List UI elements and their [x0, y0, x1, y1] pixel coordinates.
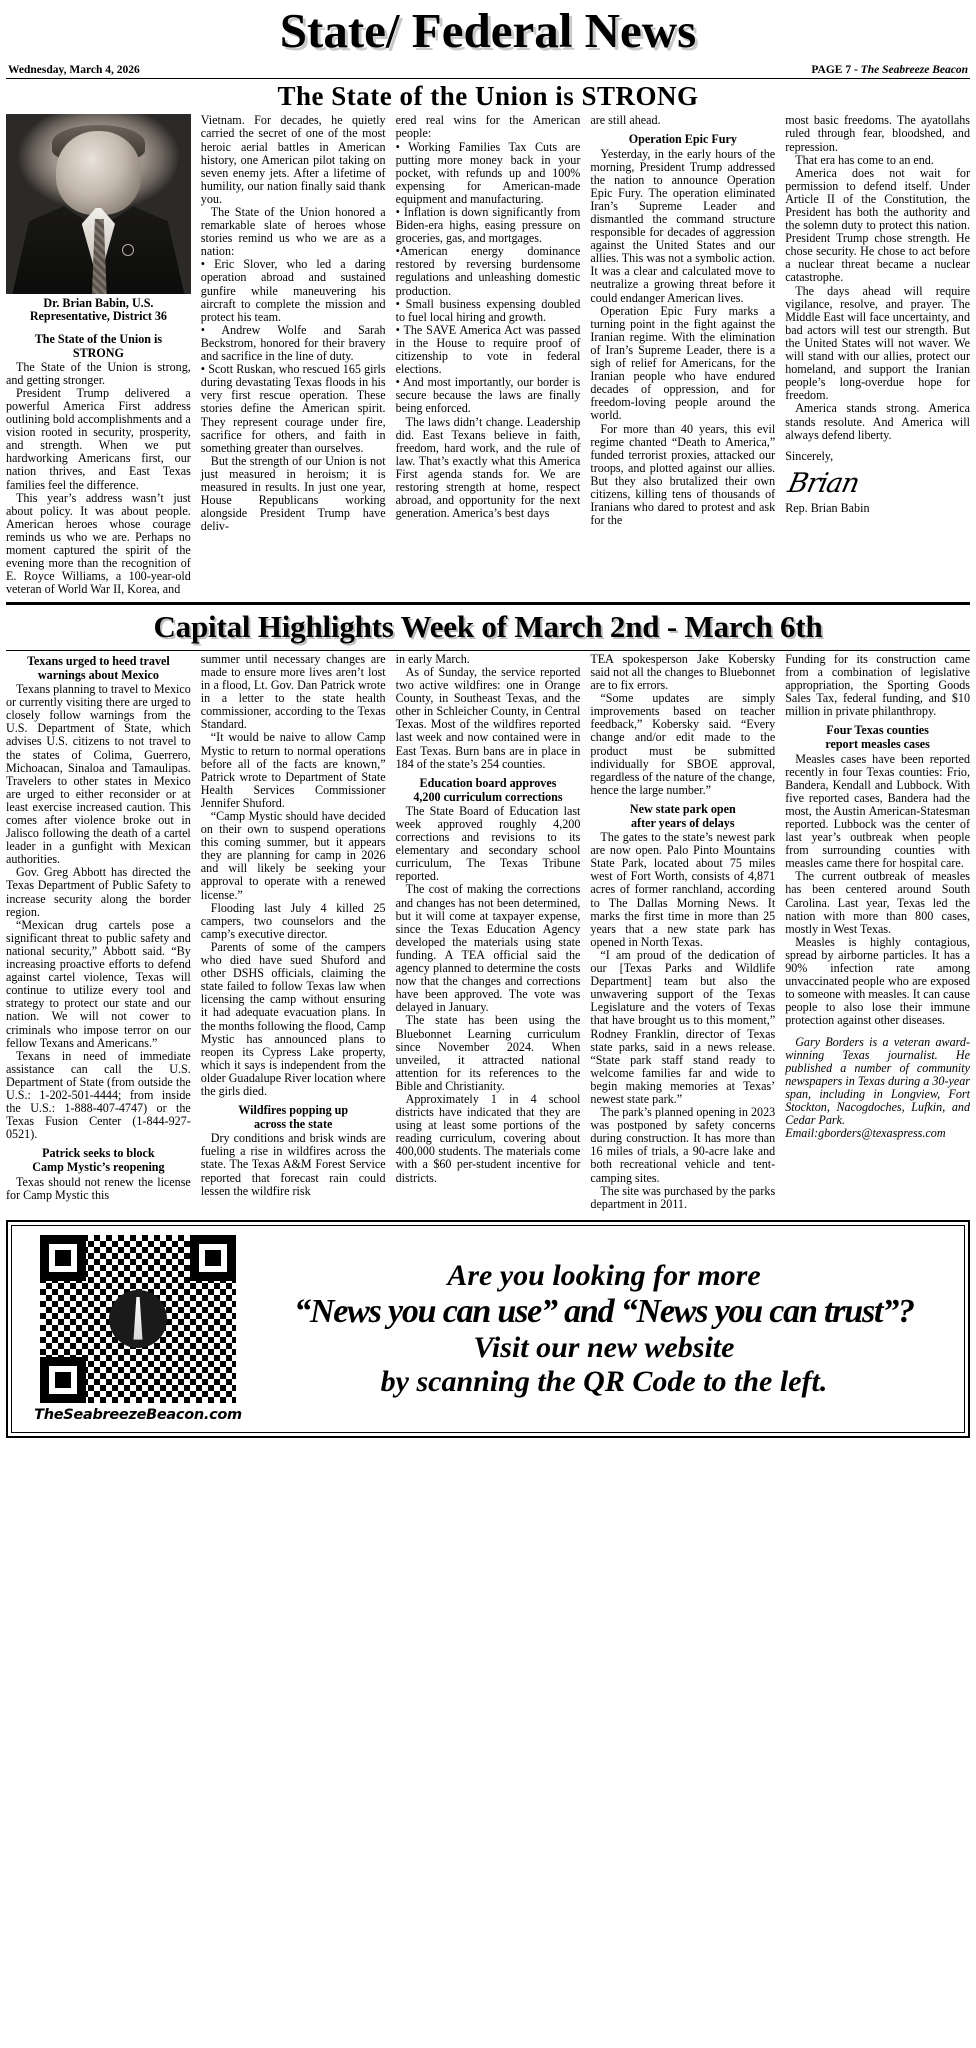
feature-column-4 [590, 114, 775, 596]
feature-paragraph: Yesterday, in the early hours of the morning, President Trump addressed the nation to announce Operation Epic Fury. The operation eliminated Iran’s Supreme Leader and dismantled the command structure responsible for decades of aggression against the United States and our allies. This was not a symbolic action. It was a clear and calculated move to neutralize a growing threat before it could endanger American lives. [590, 146, 776, 305]
feature-paragraph: most basic freedoms. The ayatollahs ruled through fear, bloodshed, and repression. [785, 113, 970, 154]
story-paragraph: Funding for its construction came from a combination of legislative appropriation, the Sporting Goods Sales Tax, federal funding, and $10 million in private philanthropy. [785, 651, 970, 719]
ad-line-4: by scanning the QR Code to the left. [380, 1364, 828, 1398]
feature-paragraph: President Trump delivered a powerful America First address outlining bold accomplishments and a vision rooted in security, prosperity, and strength. When we put hardworking Americans first, our nation thrives, and East Texas families feel the difference. [6, 385, 191, 492]
feature-paragraph: are still ahead. [590, 113, 661, 128]
advertisement-copy [254, 1259, 954, 1399]
feature-paragraph: But the strength of our Union is not just measured in heroism; it is measured in results. In just one year, House Republicans working alongside President Trump have deliv- [200, 453, 386, 534]
story-paragraph: “I am proud of the dedication of our [Texas Parks and Wildlife Department] team but also the unwavering support of the Texas Legislature and the voters of Texas that have brought us to this moment,” Rodney Franklin, director of Texas state parks, said in a news release. “State park staff stand ready to welcome families far and wide to begin making memories at Texas’ newest state park.” [590, 947, 776, 1106]
advertisement-inner [11, 1225, 965, 1433]
photo-caption-line-1: Dr. Brian Babin, U.S. [43, 296, 154, 311]
author-email[interactable]: Email:gborders@texaspress.com [785, 1126, 946, 1141]
story-headline-line-2: report measles cases [825, 737, 930, 752]
story-paragraph: Dry conditions and brisk winds are fueling a rise in wildfires across the state. The Texas A&M Forest Service reported that forecast rain could lessen the wildfire risk [200, 1131, 386, 1198]
story-paragraph: The gates to the state’s newest park are now open. Palo Pinto Mountains State Park, located about 75 miles west of Fort Worth, consists of 4,871 acres of former ranchland, according to The Dallas Morning News. It marks the first time in more than 25 years that a new state park has opened in North Texas. [590, 830, 776, 949]
feature-paragraph: Operation Epic Fury marks a turning point in the fight against the Iranian regime. With the elimination of Iran’s Supreme Leader, there is a sigh of relief for Americans, for the Iranian people who have endured decades of oppression, and for freedom-loving people around the world. [590, 303, 776, 423]
feature-bullet-paragraph: • Eric Slover, who led a daring operation abroad and sustained gunfire while maneuvering his aircraft to complete the mission and protect his team. [200, 257, 386, 324]
story-paragraph: Flooding last July 4 killed 25 campers, two counselors and the camp’s executive director. [200, 900, 386, 941]
website-url-label[interactable]: TheSeabreezeBeacon.com [34, 1406, 242, 1423]
feature-paragraph: America does not wait for permission to defend itself. Under Article II of the Constitution, the President has both the authority and the solemn duty to protect this nation. President Trump chose strength. He chose security. He chose to act before a nuclear threat became a nuclear catastrophe. [785, 165, 970, 285]
capital-highlights-columns [6, 653, 970, 1211]
feature-paragraph: For more than 40 years, this evil regime chanted “Death to America,” funded terrorist proxies, attacked our troops, and plotted against our allies. But they also brutalized their own citizens, killing tens of thousands of Iranians who dared to protest and ask for the [590, 421, 776, 528]
capital-highlights-headline: Capital Highlights Week of March 2nd - March 6th [153, 609, 823, 645]
feature-paragraph: The days ahead will require vigilance, resolve, and prayer. The Middle East will face uncertainty, and bad actors will test our strength. But the United States will not waver. We will stand with our allies, protect our homeland, and support the Iranian people’s long-overdue hope for freedom. [785, 283, 970, 403]
story-paragraph: in early March. [395, 651, 470, 666]
story-paragraph: Texans in need of immediate assistance can call the U.S. Department of State (from outside the U.S.: 1-202-501-4444; from inside the U.S.: 1-888-407-4747) or the Texas Fusion Center (1-844-927-0521). [6, 1048, 191, 1142]
story-paragraph: “Camp Mystic should have decided on their own to suspend operations this coming summer, but it appears they are planning for camp in 2026 and will likely be seeking your approval to operate with a renewed license.” [200, 809, 386, 902]
feature-bullet-paragraph: • Inflation is down significantly from Biden-era highs, easing pressure on groceries, gas, and mortgages. [395, 205, 581, 246]
feature-paragraph: The State of the Union honored a remarkable slate of heroes whose stories remind us who we are as a nation: [200, 205, 386, 259]
ad-line-2: “News you can use” and “News you can trust”? [294, 1292, 914, 1330]
portrait-face [56, 131, 141, 216]
story-paragraph: As of Sunday, the service reported two active wildfires: one in Orange County, in Southeast Texas, and the other in Schleicher County, in Central Texas. Most of the wildfires reported last week and now contained were in East Texas. Burn bans are in place in 184 of the state’s 254 counties. [395, 664, 581, 771]
feature-paragraph: The State of the Union is strong, and getting stronger. [6, 359, 191, 387]
story-paragraph: The site was purchased by the parks department in 2011. [590, 1183, 776, 1211]
capital-column-2 [201, 653, 386, 1211]
feature-bullet-paragraph: • Working Families Tax Cuts are putting more money back in your pocket, with refunds up and 100% expensing for American-made equipment and manufacturing. [395, 139, 581, 206]
story-paragraph: The state has been using the Bluebonnet Learning curriculum since November 2024. When unveiled, it attracted national attention for its references to the Bible and Christianity. [395, 1013, 581, 1093]
feature-bullet-paragraph: • The SAVE America Act was passed in the House to require proof of citizenship to vote in federal elections. [395, 322, 581, 377]
story-headline-line-1: Four Texas counties [826, 723, 929, 738]
signature-name: Rep. Brian Babin [785, 500, 870, 515]
publication-date: Wednesday, March 4, 2026 [8, 64, 140, 76]
ad-line-3: Visit our new website [473, 1331, 735, 1365]
story-paragraph: “Some updates are simply improvements based on teacher feedback,” Kobersky said. “Every change and/or edit made to the product must be submitted individually for SBOE approval, regardless of the nature of the change, hence the large number.” [590, 691, 776, 797]
qr-finder-bottom-left-icon [40, 1357, 86, 1403]
story-paragraph: Texas should not renew the license for Camp Mystic this [6, 1174, 191, 1202]
story-headline-line-2: across the state [254, 1117, 333, 1132]
story-paragraph: Approximately 1 in 4 school districts have indicated that they are using at least some portions of the reading curriculum, covering about 400,000 students. The materials come with a $60 per-student incentive for districts. [395, 1091, 581, 1185]
feature-columns [6, 114, 970, 596]
paper-name: The Seabreeze Beacon [860, 64, 968, 76]
feature-headline: The State of the Union is STRONG [277, 81, 699, 111]
story-paragraph: The cost of making the corrections and changes has not been determined, but it will come at taxpayer expense, since the Texas Education Agency developed the materials using state funding. A TEA official said the agency planned to determine the costs now that the changes and corrections have been approved. The vote was delayed in January. [395, 882, 581, 1015]
story-paragraph: Gov. Greg Abbott has directed the Texas Department of Public Safety to increase security along the border region. [6, 865, 191, 919]
story-paragraph: “Mexican drug cartels pose a significant threat to public safety and national security,” Abbott said. “By increasing proactive efforts to defend against cartel violence, Texas will continue to utilize every tool and strategy to protect our state and our nation. We will not cower to criminals who impose terror on our fellow Texans and Americans.” [6, 917, 191, 1050]
advertisement-banner[interactable] [6, 1220, 970, 1438]
story-paragraph: Measles cases have been reported recently in four Texas counties: Frio, Bandera, Kendall and Lubbock. With five reported cases, Bandera had the most, the Austin American-Statesman reported. Lubbock was the center of last year’s outbreak when people from surrounding counties with measles came there for hospital care. [785, 751, 970, 871]
story-paragraph: Measles is highly contagious, spread by airborne particles. It has a 90% infection rate among unvaccinated people who are exposed to someone with measles. It can cause people to also lose their immune protection against other diseases. [785, 934, 970, 1028]
story-headline-line-1: New state park open [629, 801, 736, 816]
story-paragraph: TEA spokesperson Jake Kobersky said not all the changes to Bluebonnet are to fix errors. [590, 651, 776, 693]
story-headline-line-1: Education board approves [419, 775, 557, 790]
page-number-label: PAGE 7 - [811, 64, 861, 76]
feature-bullet-paragraph: • Andrew Wolfe and Sarah Beckstrom, honored for their bravery and sacrifice in the line of duty. [200, 322, 386, 364]
qr-code-icon[interactable] [40, 1235, 236, 1403]
story-paragraph: The park’s planned opening in 2023 was postponed by safety concerns during construction. It has more than 16 miles of trials, a 90-acre lake and both recreational vehicle and tent-camping sites. [590, 1105, 776, 1185]
feature-subhead-line-1: The State of the Union is [34, 331, 163, 346]
feature-column-5 [785, 114, 970, 596]
feature-paragraph: ered real wins for the American people: [395, 113, 581, 141]
story-headline-line-1: Wildfires popping up [238, 1103, 349, 1118]
ad-line-1: Are you looking for more [447, 1258, 761, 1292]
feature-paragraph: America stands strong. America stands resolute. And America will always defend liberty. [785, 401, 970, 442]
story-headline-line-1: Texans urged to heed travel [27, 653, 170, 668]
feature-paragraph: That era has come to an end. [795, 152, 934, 167]
operation-epic-fury-subhead: Operation Epic Fury [628, 132, 737, 147]
photo-caption-line-2: Representative, District 36 [29, 309, 167, 324]
lighthouse-logo-icon [109, 1290, 167, 1348]
story-headline-line-2: Camp Mystic’s reopening [32, 1160, 165, 1175]
feature-column-1 [6, 114, 191, 596]
story-paragraph: summer until necessary changes are made to ensure more lives aren’t lost in a flood, Lt. Gov. Dan Patrick wrote in a letter to the state health commissioner, according to the Texas Standard. [200, 651, 386, 732]
story-paragraph: Parents of some of the campers who died have sued Shuford and other DSHS officials, claiming the state failed to follow Texas law when licensing the camp without ensuring it had adequate evacuation plans. In the months following the flood, Camp Mystic has announced plans to reopen its Cypress Lake property, which it says is independent from the older Guadalupe River location where the girls died. [200, 939, 386, 1098]
feature-paragraph: The laws didn’t change. Leadership did. East Texans believe in faith, freedom, hard work, and the rule of law. That’s exactly what this America First agenda stands for. We are restoring strength at home, respect abroad, and opportunity for the next generation. America’s best days [395, 414, 581, 521]
story-paragraph: “It would be naive to allow Camp Mystic to return to normal operations before all of the facts are known,” Patrick wrote to Department of State Health Services Commissioner Jennifer Shuford. [200, 730, 386, 810]
letter-signoff: Sincerely, [785, 448, 834, 463]
story-paragraph: Texans planning to travel to Mexico or currently visiting there are urged to closely follow warnings from the U.S. Department of State, which advises U.S. citizens to not travel to the states of Colima, Guerrero, Michoacan, Sinaloa and Tamaulipas. Travelers to other states in Mexico are urged to either reconsider or at least exercise increased caution. This comes after violence broke out in Jalisco following the death of a cartel leader in a gunfight with Mexican authorities. [6, 682, 191, 867]
feature-column-3 [396, 114, 581, 596]
dateline-bar [6, 55, 970, 79]
babin-portrait-photo [6, 114, 191, 294]
story-headline-line-2: warnings about Mexico [37, 667, 159, 682]
capital-column-3 [396, 653, 581, 1211]
feature-paragraph: This year’s address wasn’t just about policy. It was about people. American heroes whose courage reminds us who we are. Perhaps no moment captured the spirit of the evening more than the recognition of E. Royce Williams, a 100-year-old veteran of World War II, Korea, and [6, 490, 191, 597]
feature-subhead-line-2: STRONG [72, 345, 124, 360]
masthead-title: State/ Federal News [279, 3, 697, 58]
story-paragraph: The current outbreak of measles has been centered around South Carolina. Last year, Texas led the nation with more than 800 cases, mostly in West Texas. [785, 869, 970, 936]
handwritten-signature: Brian [785, 467, 862, 499]
feature-paragraph: Vietnam. For decades, he quietly carried the secret of one of the most heroic aerial battles in American history, one American pilot taking on seven enemy jets. After a lifetime of humility, our nation finally said thank you. [200, 113, 386, 206]
feature-column-2 [201, 114, 386, 596]
story-paragraph: The State Board of Education last week approved roughly 4,200 corrections and revisions to its elementary and secondary school curriculum, The Texas Tribune reported. [395, 803, 581, 884]
capital-column-5 [785, 653, 970, 1211]
author-byline: Gary Borders is a veteran award-winning Texas journalist. He published a number of community newspapers in Texas during a 30-year span, including in Longview, Fort Stockton, Nacogdoches, Lufkin, and Cedar Park. [785, 1034, 970, 1128]
feature-bullet-paragraph: • Small business expensing doubled to fuel local hiring and growth. [395, 296, 581, 324]
capital-column-1 [6, 653, 191, 1211]
feature-bullet-paragraph: •American energy dominance restored by reversing burdensome regulations and unleashing domestic production. [395, 244, 581, 298]
qr-finder-top-left-icon [40, 1235, 86, 1281]
feature-bullet-paragraph: • And most importantly, our border is secure because the laws are finally being enforced. [395, 375, 581, 416]
qr-finder-top-right-icon [190, 1235, 236, 1281]
story-headline-line-2: 4,200 curriculum corrections [413, 789, 563, 804]
story-headline-line-2: after years of delays [631, 816, 735, 830]
story-headline-line-1: Patrick seeks to block [42, 1146, 155, 1161]
page-indicator [811, 64, 968, 76]
capital-column-4 [590, 653, 775, 1211]
feature-bullet-paragraph: • Scott Ruskan, who rescued 165 girls during devastating Texas floods in his very first rescue operation. These stories define the American spirit. They represent courage under fire, sacrifice for others, and faith in something greater than ourselves. [200, 362, 386, 455]
qr-code-block[interactable] [22, 1235, 254, 1423]
capital-underline [6, 650, 970, 651]
